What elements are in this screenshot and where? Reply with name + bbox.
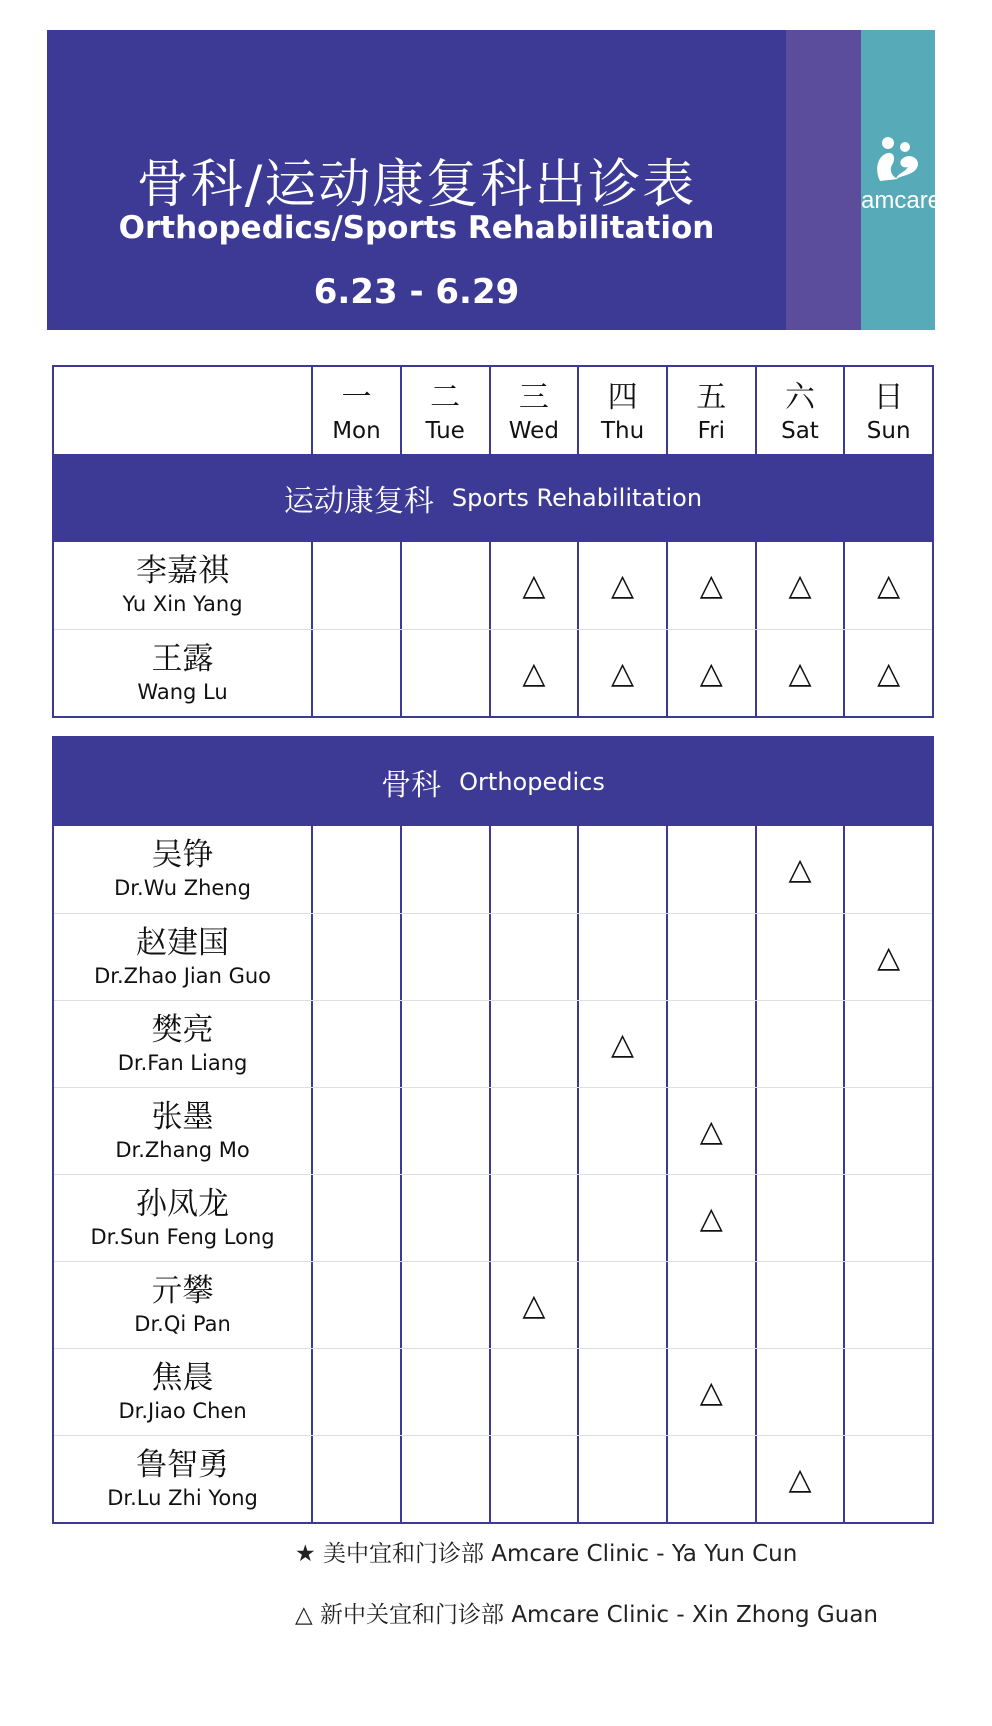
schedule-cell: △ [666,542,755,629]
day-header [400,367,489,454]
doctor-row [54,1087,932,1174]
day-en: Tue [425,417,465,444]
day-en: Sun [866,417,911,444]
day-cn: 六 [784,379,815,415]
triangle-icon: △ [295,1602,313,1628]
schedule-cell [489,1175,578,1261]
schedule-cell [755,1001,844,1087]
doctor-row [54,542,932,629]
doctor-name-cell [54,1088,311,1174]
schedule-cell [311,630,400,716]
schedule-cell [311,542,400,629]
legend-star [295,1535,797,1568]
day-header [843,367,932,454]
doctor-name-en: Dr.Wu Zheng [114,876,251,900]
schedule-cell [666,826,755,913]
doctor-name-en: Wang Lu [137,680,228,704]
logo-wordmark: amcare [861,187,942,214]
page-title-cn: 骨科/运动康复科出诊表 [136,155,697,215]
day-header [489,367,578,454]
schedule-cell [400,1175,489,1261]
doctor-row [54,1000,932,1087]
schedule-cell [755,1175,844,1261]
day-cn: 五 [696,379,727,415]
day-cn: 四 [607,379,638,415]
banner-stripe-purple [786,30,861,330]
section-title-cn: 运动康复科 [283,484,434,519]
doctor-name-cn: 赵建国 [136,925,230,961]
day-en: Sat [781,417,819,444]
day-cn: 三 [518,379,549,415]
schedule-cell [311,1175,400,1261]
doctor-name-cell [54,1262,311,1348]
schedule-cell: △ [755,826,844,913]
doctor-name-cn: 鲁智勇 [136,1447,230,1483]
schedule-cell: △ [666,1175,755,1261]
schedule-cell [489,1001,578,1087]
page-title-en: Orthopedics/Sports Rehabilitation [118,210,715,246]
family-icon [872,135,924,185]
doctor-name-cn: 张墨 [151,1099,214,1135]
doctor-name-cn: 孙凤龙 [136,1186,230,1222]
schedule-cell [577,1262,666,1348]
doctor-name-cn: 亓攀 [151,1273,214,1309]
schedule-cell [400,1262,489,1348]
schedule-cell: △ [755,542,844,629]
schedule-cell [577,826,666,913]
section-title-en: Sports Rehabilitation [451,484,703,512]
schedule-cell [489,1088,578,1174]
schedule-cell [400,1436,489,1522]
schedule-cell [843,1175,932,1261]
schedule-cell: △ [577,630,666,716]
doctor-name-cell [54,1349,311,1435]
day-cn: 二 [430,379,461,415]
legend-text: 美中宜和门诊部 Amcare Clinic - Ya Yun Cun [322,1541,798,1567]
schedule-cell [400,630,489,716]
day-en: Wed [508,417,559,444]
schedule-cell [577,1088,666,1174]
schedule-cell [577,1175,666,1261]
schedule-cell [843,1001,932,1087]
schedule-cell [311,914,400,1000]
doctor-name-en: Dr.Lu Zhi Yong [107,1486,258,1510]
doctor-name-cn: 焦晨 [151,1360,214,1396]
doctor-name-en: Dr.Jiao Chen [118,1399,247,1423]
doctor-name-cell [54,1175,311,1261]
doctor-name-en: Dr.Zhang Mo [115,1138,250,1162]
doctor-name-cell [54,542,311,629]
schedule-cell [311,1436,400,1522]
star-icon: ★ [295,1541,316,1567]
doctor-row [54,1348,932,1435]
doctor-rows [54,826,932,1522]
schedule-cell: △ [755,630,844,716]
schedule-cell [843,1349,932,1435]
schedule-cell [489,826,578,913]
schedule-cell [311,1088,400,1174]
schedule-cell: △ [843,630,932,716]
day-header-row [54,367,932,454]
schedule-cell [400,914,489,1000]
day-en: Thu [600,417,645,444]
doctor-row [54,1261,932,1348]
day-cn: 日 [873,379,904,415]
schedule-cell [577,1349,666,1435]
schedule-cell: △ [843,542,932,629]
schedule-cell: △ [489,630,578,716]
schedule-cell [489,914,578,1000]
schedule-cell [755,1349,844,1435]
legend-triangle [295,1596,878,1629]
schedule-cell: △ [577,1001,666,1087]
day-header [577,367,666,454]
doctor-name-cn: 李嘉祺 [136,553,230,589]
doctor-name-cell [54,630,311,716]
doctor-name-en: Dr.Qi Pan [134,1312,231,1336]
schedule-cell: △ [489,1262,578,1348]
doctor-name-en: Dr.Sun Feng Long [90,1225,275,1249]
doctor-name-en: Yu Xin Yang [122,592,243,616]
doctor-name-cell [54,914,311,1000]
section-title-en: Orthopedics [459,768,605,796]
header-banner [47,30,942,330]
schedule-cell [311,1001,400,1087]
schedule-cell [843,1436,932,1522]
doctor-name-en: Dr.Fan Liang [117,1051,248,1075]
date-range: 6.23 - 6.29 [313,272,520,312]
schedule-cell [666,1436,755,1522]
sports-rehab-table [52,365,934,718]
schedule-cell [400,826,489,913]
schedule-cell [400,1088,489,1174]
doctor-row [54,913,932,1000]
corner-cell [54,367,311,454]
legend-text: 新中关宜和门诊部 Amcare Clinic - Xin Zhong Guan [320,1602,878,1628]
schedule-cell: △ [577,542,666,629]
section-band-ortho [54,738,932,826]
schedule-cell [577,914,666,1000]
day-header [311,367,400,454]
schedule-cell [755,914,844,1000]
doctor-name-cn: 樊亮 [151,1012,214,1048]
schedule-cell [843,826,932,913]
schedule-cell [755,1262,844,1348]
schedule-cell: △ [755,1436,844,1522]
schedule-cell [843,1088,932,1174]
schedule-cell [400,1001,489,1087]
schedule-cell [311,1349,400,1435]
schedule-cell [666,1001,755,1087]
doctor-name-cn: 王露 [151,641,214,677]
schedule-cell [489,1349,578,1435]
schedule-cell [489,1436,578,1522]
doctor-row [54,629,932,716]
schedule-cell: △ [489,542,578,629]
doctor-row [54,1174,932,1261]
section-band-sports [54,454,932,542]
doctor-row [54,826,932,913]
day-en: Mon [332,417,381,444]
schedule-cell [577,1436,666,1522]
doctor-name-cell [54,1436,311,1522]
doctor-name-cell [54,1001,311,1087]
schedule-cell: △ [666,1349,755,1435]
day-header [755,367,844,454]
doctor-name-cn: 吴铮 [151,837,214,873]
schedule-cell: △ [843,914,932,1000]
doctor-rows [54,542,932,716]
doctor-name-cell [54,826,311,913]
schedule-cell [400,542,489,629]
doctor-name-en: Dr.Zhao Jian Guo [94,964,272,988]
day-en: Fri [697,417,725,444]
schedule-cell [311,826,400,913]
schedule-cell [400,1349,489,1435]
schedule-cell: △ [666,1088,755,1174]
doctor-row [54,1435,932,1522]
schedule-cell [755,1088,844,1174]
section-title-cn: 骨科 [381,768,442,803]
orthopedics-table [52,736,934,1524]
schedule-cell [666,1262,755,1348]
schedule-cell [666,914,755,1000]
amcare-logo [861,135,942,215]
day-header [666,367,755,454]
schedule-cell [843,1262,932,1348]
schedule-cell: △ [666,630,755,716]
schedule-cell [311,1262,400,1348]
day-cn: 一 [341,379,372,415]
